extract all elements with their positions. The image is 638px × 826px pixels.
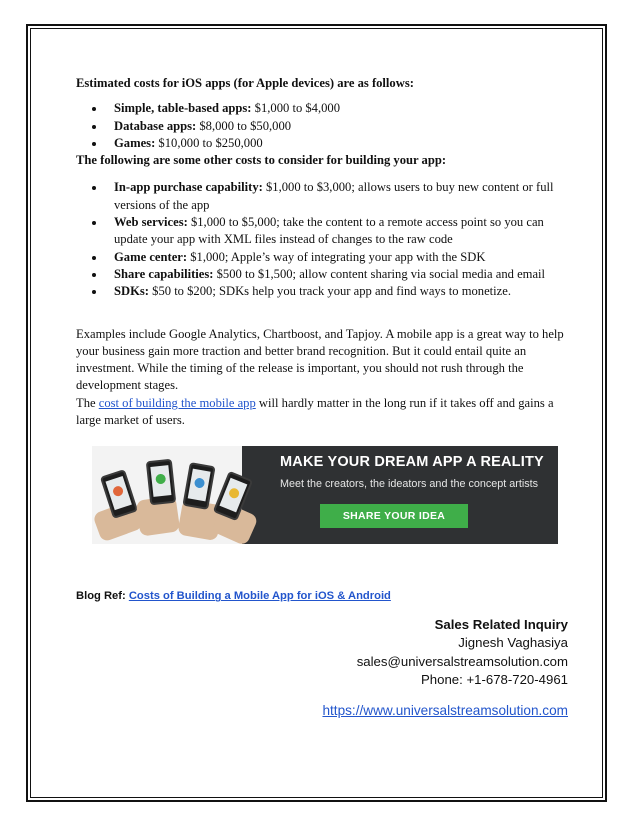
list-item: Share capabilities: $500 to $1,500; allow content sharing via social media and email (76, 266, 568, 283)
phone-graphic (146, 459, 176, 505)
website-link[interactable]: https://www.universalstreamsolution.com (322, 703, 568, 719)
other-costs-heading: The following are some other costs to consider for building your app: (76, 153, 447, 168)
list-item: Database apps: $8,000 to $50,000 (76, 118, 568, 135)
page-content (76, 75, 568, 721)
body-paragraph: Examples include Google Analytics, Chartboost, and Tapjoy. A mobile app is a great way to help your business gain more traction and better brand recognition. But it could entail quite an investment. While the timing of the release is important, you should not rush through the development stages. (76, 326, 564, 393)
bullet-icon (92, 221, 96, 225)
cost-link-paragraph: The cost of building the mobile app will hardly matter in the long run if it takes off and gains a large market of users. (76, 395, 554, 428)
list-item: Simple, table-based apps: $1,000 to $4,000 (76, 100, 568, 117)
list-item: Game center: $1,000; Apple’s way of integrating your app with the SDK (76, 249, 568, 266)
promo-banner[interactable] (92, 446, 558, 544)
blog-ref-link[interactable]: Costs of Building a Mobile App for iOS & Android (128, 590, 391, 603)
ios-costs-heading: Estimated costs for iOS apps (for Apple devices) are as follows: (76, 76, 414, 90)
list-item: SDKs: $50 to $200; SDKs help you track your app and find ways to monetize. (76, 283, 568, 300)
contact-phone: Phone: +1-678-720-4961 (420, 672, 568, 688)
list-item: In-app purchase capability: $1,000 to $3,000; allows users to buy new content or full versions of the app (76, 179, 568, 214)
bullet-icon (92, 186, 96, 190)
list-item: Web services: $1,000 to $5,000; take the content to a remote access point so you can update your app with XML files instead of changes to the raw code (76, 214, 568, 249)
contact-block (76, 616, 568, 721)
banner-title: MAKE YOUR DREAM APP A REALITY (280, 454, 544, 471)
ios-costs-list (76, 100, 568, 152)
share-your-idea-button[interactable]: SHARE YOUR IDEA (320, 504, 468, 528)
cost-of-building-link[interactable]: cost of building the mobile app (98, 395, 256, 410)
bullet-icon (92, 125, 96, 129)
list-item: Games: $10,000 to $250,000 (76, 135, 568, 152)
banner-subtitle: Meet the creators, the ideators and the concept artists (280, 478, 539, 491)
bullet-icon (92, 273, 96, 277)
contact-title: Sales Related Inquiry (434, 616, 568, 632)
bullet-icon (92, 107, 96, 111)
bullet-icon (92, 290, 96, 294)
bullet-icon (92, 256, 96, 260)
contact-email: sales@universalstreamsolution.com (356, 653, 568, 669)
blog-reference: Blog Ref: Costs of Building a Mobile App for iOS & Android (76, 590, 391, 603)
bullet-icon (92, 142, 96, 146)
other-costs-list (76, 179, 568, 300)
contact-name: Jignesh Vaghasiya (458, 635, 568, 651)
